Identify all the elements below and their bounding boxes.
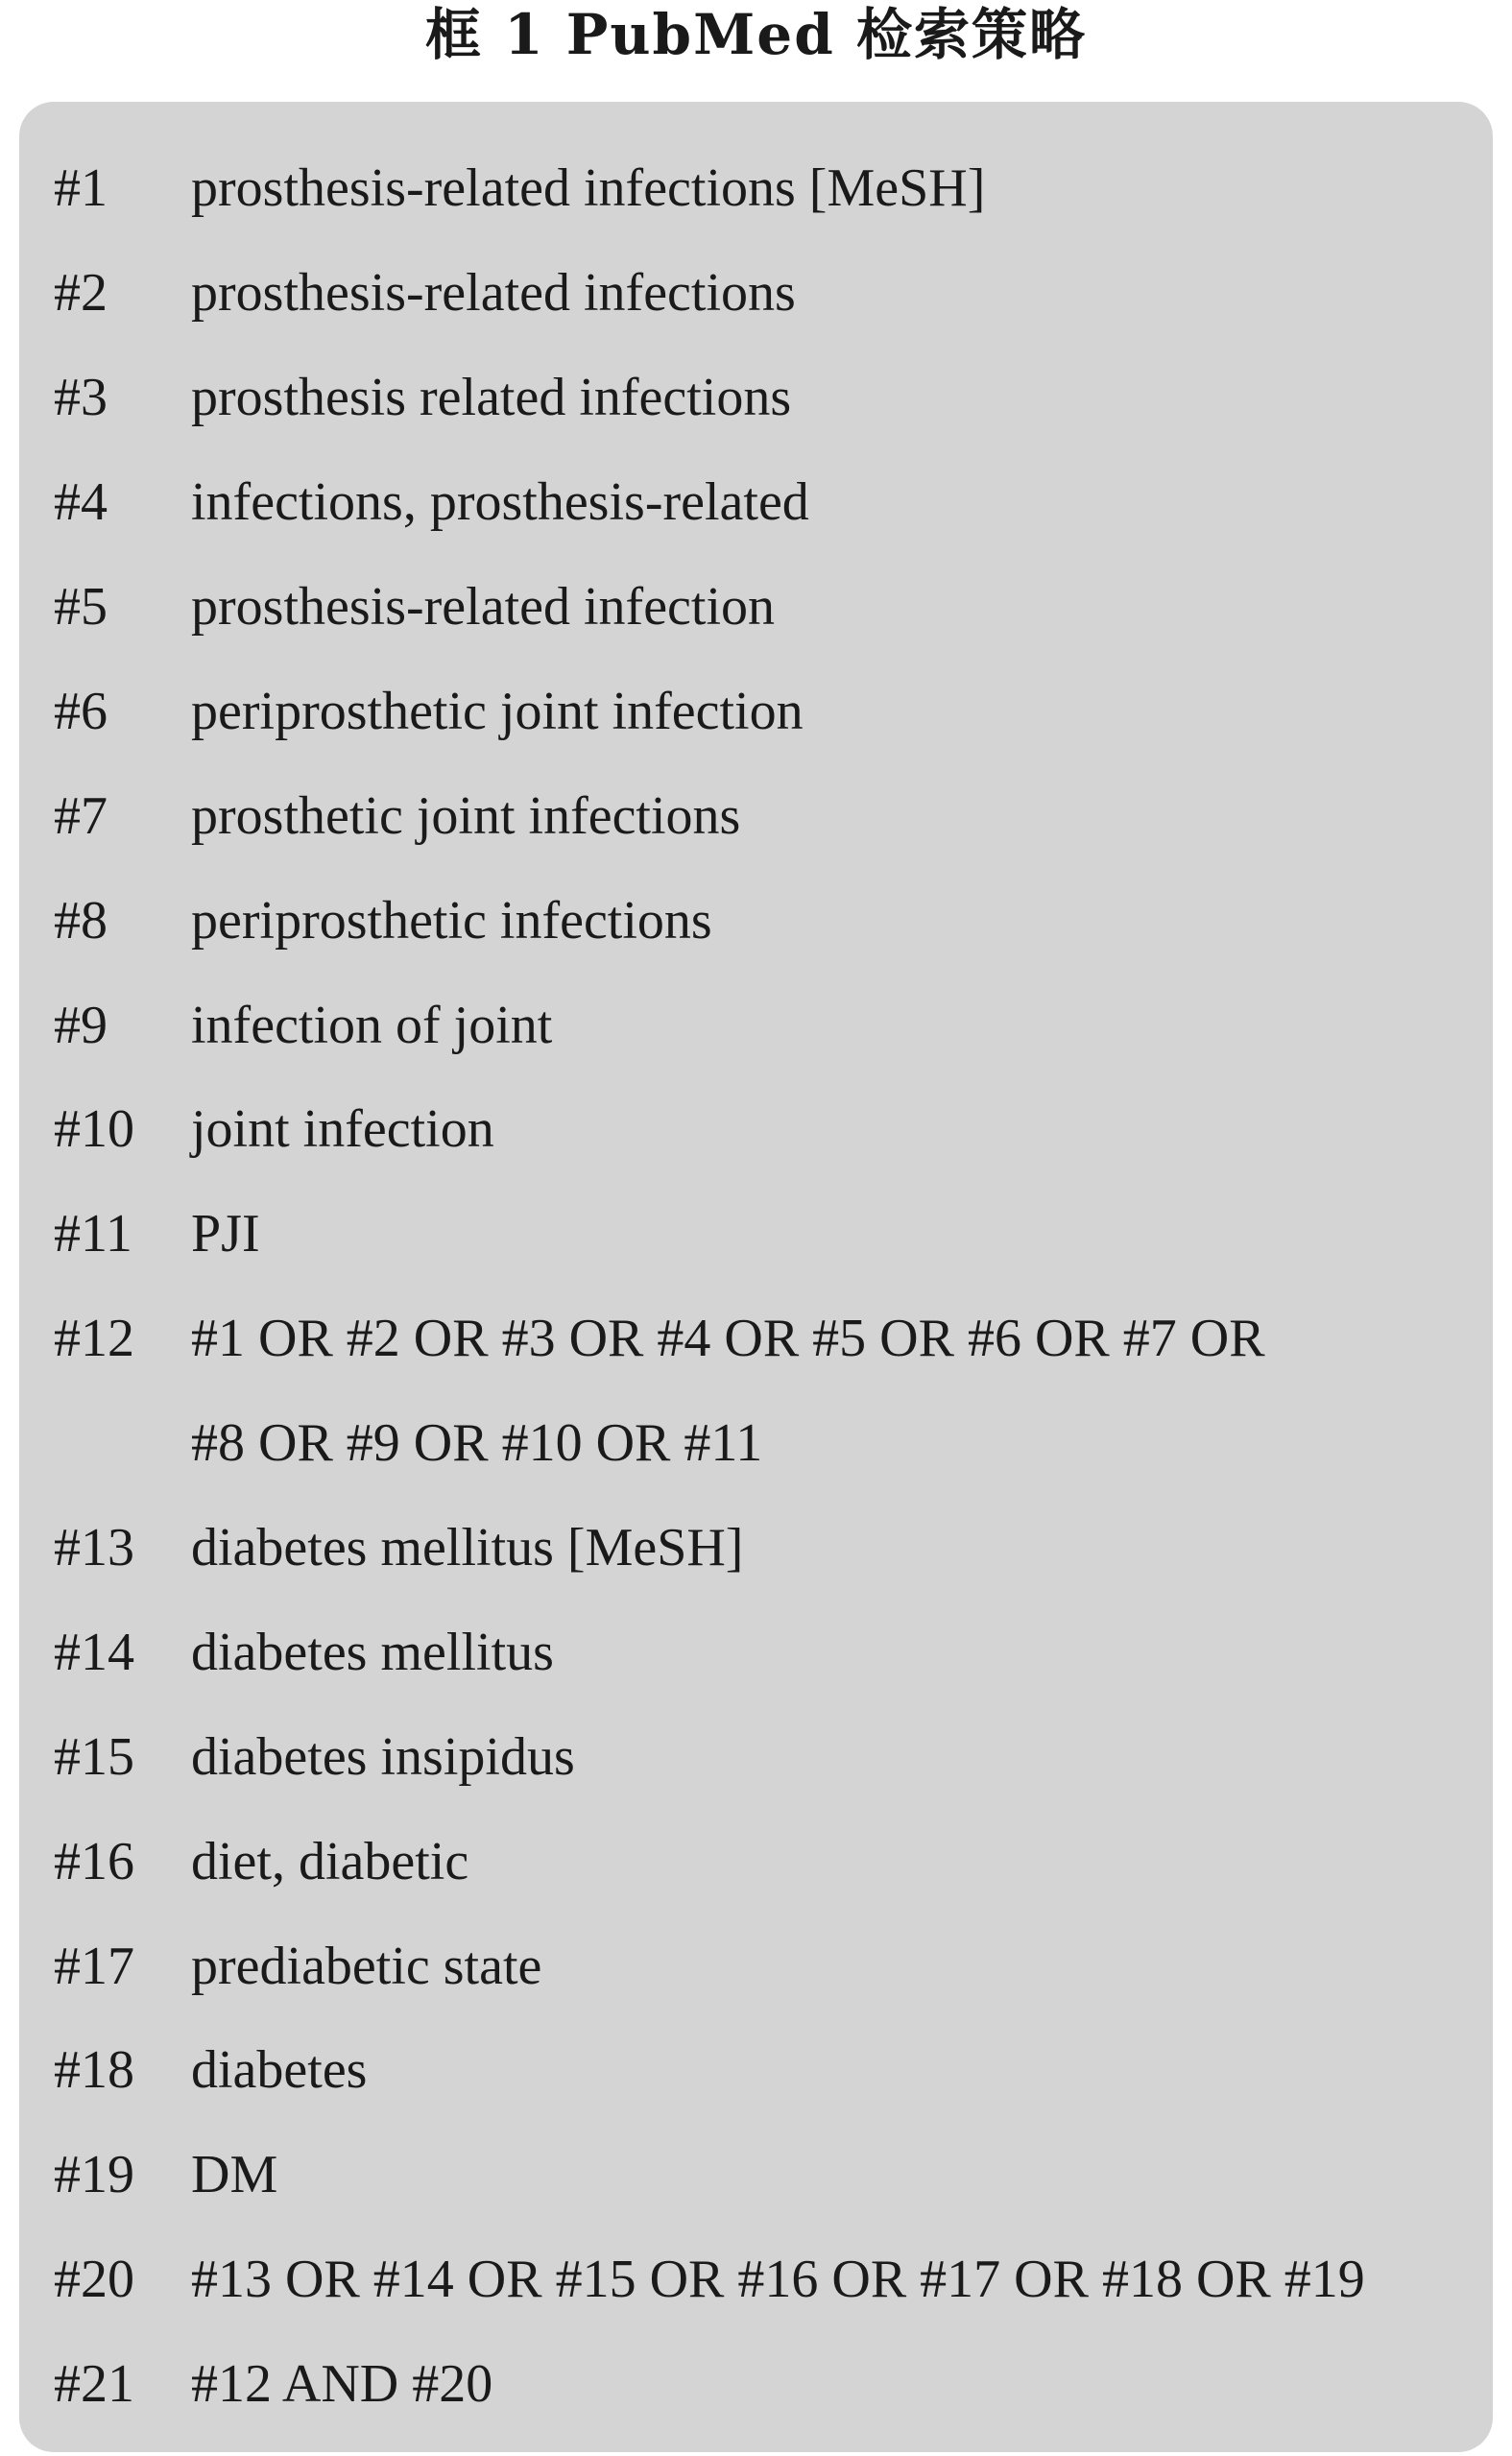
row-number: #9 xyxy=(54,995,108,1055)
search-term: diabetes mellitus xyxy=(191,1622,554,1682)
list-item xyxy=(54,2018,1475,2123)
search-term: DM xyxy=(191,2145,278,2205)
search-term: #12 AND #20 xyxy=(191,2354,493,2415)
list-item xyxy=(54,1077,1475,1182)
list-item xyxy=(54,973,1475,1077)
search-term: diabetes insipidus xyxy=(191,1726,575,1787)
list-item xyxy=(54,450,1475,555)
list-item xyxy=(54,1704,1475,1809)
search-term: prosthetic joint infections xyxy=(191,785,741,846)
search-term: PJI xyxy=(191,1204,260,1264)
search-term: diabetes xyxy=(191,2040,368,2101)
list-item xyxy=(54,136,1475,241)
list-item xyxy=(54,2332,1475,2437)
list-item xyxy=(54,659,1475,763)
list-item xyxy=(54,346,1475,450)
search-term: prosthesis-related infections [MeSH] xyxy=(191,158,986,219)
search-term: prosthesis-related infections xyxy=(191,263,796,324)
search-term: periprosthetic infections xyxy=(191,890,712,951)
list-item xyxy=(54,2227,1475,2332)
row-number: #12 xyxy=(54,1309,134,1369)
list-item xyxy=(54,2123,1475,2227)
row-number: #10 xyxy=(54,1099,134,1160)
search-term: infections, prosthesis-related xyxy=(191,472,809,533)
row-number: #2 xyxy=(54,263,108,324)
search-term: joint infection xyxy=(191,1099,494,1160)
row-number: #11 xyxy=(54,1204,132,1264)
search-strategy-list xyxy=(54,136,1475,2437)
list-item xyxy=(54,1809,1475,1914)
list-item xyxy=(54,241,1475,346)
box-title: 框 1 PubMed 检索策略 xyxy=(425,2,1087,67)
row-number: #14 xyxy=(54,1622,134,1682)
search-term: prosthesis related infections xyxy=(191,368,792,428)
row-number: #6 xyxy=(54,681,108,741)
row-number: #15 xyxy=(54,1726,134,1787)
list-item xyxy=(54,868,1475,973)
row-number: #3 xyxy=(54,368,108,428)
list-item xyxy=(54,555,1475,660)
search-term: #1 OR #2 OR #3 OR #4 OR #5 OR #6 OR #7 OR xyxy=(191,1309,1265,1369)
row-number: #19 xyxy=(54,2145,134,2205)
row-number: #18 xyxy=(54,2040,134,2101)
search-term: prediabetic state xyxy=(191,1936,542,1996)
list-item xyxy=(54,1287,1475,1391)
row-number: #20 xyxy=(54,2250,134,2310)
list-item xyxy=(54,1914,1475,2018)
search-term: #8 OR #9 OR #10 OR #11 xyxy=(191,1413,763,1474)
search-term: periprosthetic joint infection xyxy=(191,681,804,741)
row-number: #5 xyxy=(54,577,108,637)
list-item xyxy=(54,1600,1475,1704)
row-number: #17 xyxy=(54,1936,134,1996)
search-term: #13 OR #14 OR #15 OR #16 OR #17 OR #18 OR #19 xyxy=(191,2250,1365,2310)
search-term: diabetes mellitus [MeSH] xyxy=(191,1518,744,1578)
row-number: #1 xyxy=(54,158,108,219)
search-term: infection of joint xyxy=(191,995,553,1055)
row-number: #7 xyxy=(54,785,108,846)
search-term: prosthesis-related infection xyxy=(191,577,776,637)
search-term: diet, diabetic xyxy=(191,1831,469,1891)
row-number: #16 xyxy=(54,1831,134,1891)
list-item xyxy=(54,763,1475,868)
list-item-continuation xyxy=(54,1391,1475,1496)
row-number: #21 xyxy=(54,2354,134,2415)
row-number: #4 xyxy=(54,472,108,533)
list-item xyxy=(54,1182,1475,1287)
list-item xyxy=(54,1496,1475,1601)
row-number: #8 xyxy=(54,890,108,951)
row-number: #13 xyxy=(54,1518,134,1578)
